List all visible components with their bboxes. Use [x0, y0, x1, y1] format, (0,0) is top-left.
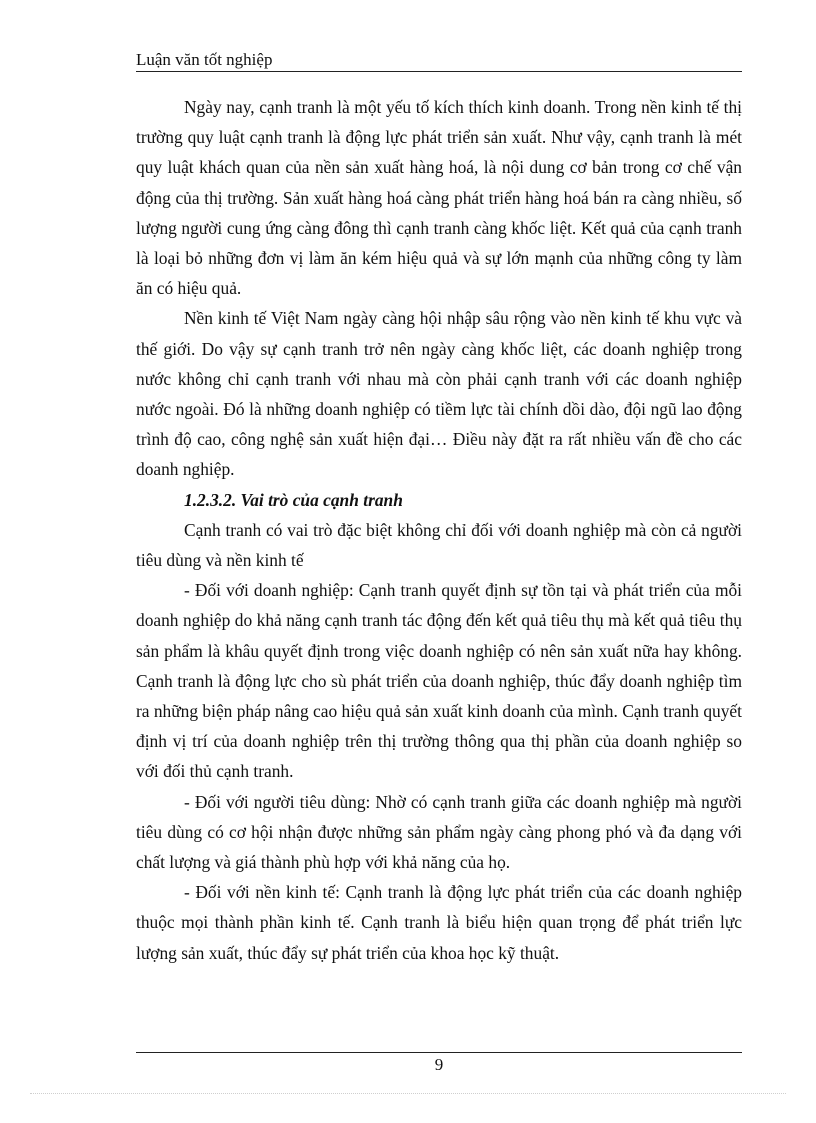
- paragraph-role-consumer: - Đối với người tiêu dùng: Nhờ có cạnh tranh giữa các doanh nghiệp mà người tiêu dùng có cơ hội nhận được những sản phẩm ngày càng phong phó và đa dạng với chất lượng và giá thành phù hợp với khả năng của họ.: [136, 791, 742, 873]
- paragraph-role-enterprise: - Đối với doanh nghiệp: Cạnh tranh quyết định sự tồn tại và phát triển của mỗi doanh nghiệp do khả năng cạnh tranh tác động đến kết quả tiêu thụ mà kết quả tiêu thụ sản phẩm là khâu quyết định trong việc doanh nghiệp có nên sản xuất nữa hay không. Cạnh tranh là động lực cho sù phát triển của doanh nghiệp, thúc đẩy doanh nghiệp tìm ra những biện pháp nâng cao hiệu quả sản xuất kinh doanh của mình. Cạnh tranh quyết định vị trí của doanh nghiệp trên thị trường thông qua thị phần của doanh nghiệp so với đối thủ cạnh tranh.: [136, 580, 742, 782]
- running-header: Luận văn tốt nghiệp: [136, 50, 273, 69]
- section-heading: 1.2.3.2. Vai trò của cạnh tranh: [184, 489, 403, 510]
- paragraph-role-economy: - Đối với nền kinh tế: Cạnh tranh là động lực phát triển của các doanh nghiệp thuộc mọi thành phần kinh tế. Cạnh tranh là biểu hiện quan trọng để phát triển lực lượng sản xuất, thúc đẩy sự phát triển của khoa học kỹ thuật.: [136, 882, 742, 963]
- document-body: [136, 92, 742, 968]
- header-divider: [136, 71, 742, 72]
- footer-divider: [136, 1052, 742, 1053]
- paragraph-vietnam-integration: Nền kinh tế Việt Nam ngày càng hội nhập sâu rộng vào nền kinh tế khu vực và thế giới. Do vậy sự cạnh tranh trở nên ngày càng khốc liệt, các doanh nghiệp trong nước không chỉ cạnh tranh với nhau mà còn phải cạnh tranh với các doanh nghiệp nước ngoài. Đó là những doanh nghiệp có tiềm lực tài chính dồi dào, đội ngũ lao động trình độ cao, công nghệ sản xuất hiện đại… Điều này đặt ra rất nhiều vấn đề cho các doanh nghiệp.: [136, 308, 742, 480]
- paragraph-competition-stimulus: Ngày nay, cạnh tranh là một yếu tố kích thích kinh doanh. Trong nền kinh tế thị trường quy luật cạnh tranh là động lực phát triển sản xuất. Như vậy, cạnh tranh là mét quy luật khách quan của nền sản xuất hàng hoá, là nội dung cơ bản trong cơ chế vận động của thị trường. Sản xuất hàng hoá càng phát triển hàng hoá bán ra càng nhiều, số lượng người cung ứng càng đông thì cạnh tranh càng khốc liệt. Kết quả của cạnh tranh là loại bỏ những đơn vị làm ăn kém hiệu quả và sự lớn mạnh của những công ty làm ăn có hiệu quả.: [136, 97, 742, 299]
- paragraph-role-intro: Cạnh tranh có vai trò đặc biệt không chỉ đối với doanh nghiệp mà còn cả người tiêu dùng và nền kinh tế: [136, 519, 742, 571]
- page-edge-divider: [30, 1093, 786, 1094]
- page-number: 9: [434, 1055, 444, 1074]
